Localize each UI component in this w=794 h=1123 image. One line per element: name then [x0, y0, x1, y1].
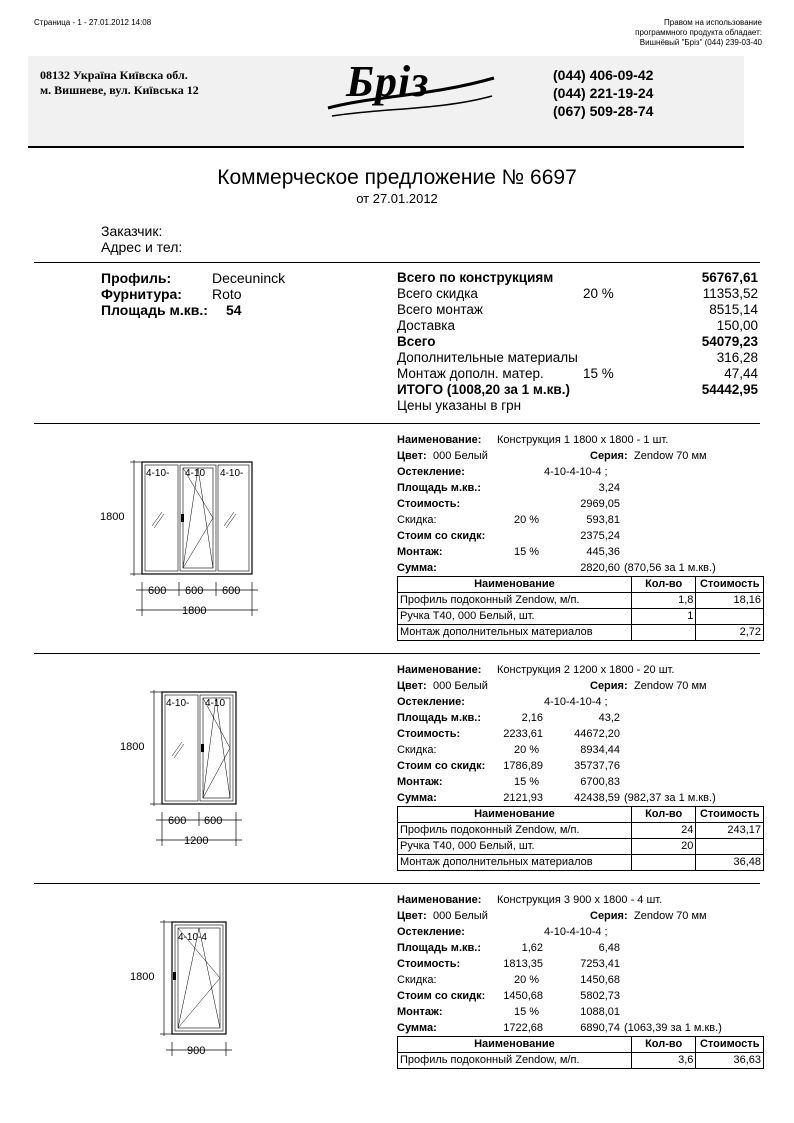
glass-label: 4-10 — [185, 468, 206, 479]
spec-row — [397, 774, 765, 790]
table-header — [398, 807, 764, 823]
column-header: Стоимость — [696, 1037, 764, 1053]
table-cell — [631, 855, 696, 871]
phone: (044) 221-19-24 — [553, 85, 654, 101]
spec-disc-b: 8934,44 — [580, 744, 620, 756]
construction-3-drawing — [126, 910, 246, 1060]
column-header: Наименование — [398, 577, 632, 593]
divider — [34, 262, 760, 263]
page-title: Коммерческое предложение № 6697 — [217, 166, 577, 189]
spec-row — [397, 892, 765, 908]
spec-sum-label: Сумма: — [397, 792, 437, 804]
table-cell: 18,16 — [696, 593, 764, 609]
table-row — [398, 609, 764, 625]
company-phones — [553, 66, 653, 120]
company-logo — [322, 56, 502, 126]
materials-table — [397, 806, 764, 871]
totals-row — [397, 350, 760, 366]
spec-area-b: 3,24 — [598, 482, 620, 494]
spec-cost-label: Стоимость: — [397, 958, 461, 970]
totals-percent: 15 % — [583, 366, 614, 381]
spec-after-label: Стоим со скидк: — [397, 990, 486, 1002]
area-label: Площадь м.кв.: — [101, 302, 208, 318]
spec-sum-b: 2820,60 — [580, 562, 620, 574]
spec-series-label: Серия: — [590, 450, 628, 462]
spec-row — [397, 956, 765, 972]
spec-row — [397, 924, 765, 940]
table-cell: Ручка Т40, 000 Белый, шт. — [398, 839, 632, 855]
spec-glazing-label: Остекление: — [397, 466, 465, 478]
totals-name: Цены указаны в грн — [397, 398, 522, 413]
phone: (067) 509-28-74 — [553, 103, 654, 119]
spec-sum-label: Сумма: — [397, 1022, 437, 1034]
spec-disc-pct: 20 % — [514, 514, 540, 526]
dim-height: 1800 — [120, 741, 145, 753]
spec-sum-b: 6890,74 — [580, 1022, 620, 1034]
spec-name-label: Наименование: — [397, 894, 482, 906]
spec-name: Конструкция 3 900 x 1800 - 4 шт. — [497, 894, 663, 906]
table-cell: 3,6 — [631, 1053, 696, 1069]
page-header-left: Страница - 1 - 27.01.2012 14:08 — [34, 18, 152, 27]
dim-width: 600 — [185, 585, 204, 597]
spec-series-label: Серия: — [590, 680, 628, 692]
spec-row — [397, 560, 765, 576]
profile-label: Профиль: — [101, 270, 172, 286]
totals-value: 150,00 — [716, 318, 758, 333]
spec-per-m2: (982,37 за 1 м.кв.) — [624, 792, 716, 804]
table-cell — [696, 609, 764, 625]
table-cell: Монтаж дополнительных материалов — [398, 625, 632, 641]
spec-glazing: 4-10-4-10-4 ; — [544, 466, 608, 478]
spec-row — [397, 448, 765, 464]
table-cell: 1 — [631, 609, 696, 625]
table-cell: 20 — [631, 839, 696, 855]
table-row — [398, 593, 764, 609]
totals-name: Всего скидка — [397, 286, 478, 301]
glass-label: 4-10- — [146, 468, 170, 479]
rights-line: программного продукта обладает: — [635, 28, 762, 37]
spec-color: 000 Белый — [433, 910, 488, 922]
column-header: Кол-во — [631, 577, 696, 593]
spec-mount-label: Монтаж: — [397, 1006, 443, 1018]
spec-disc-label: Скидка: — [397, 744, 437, 756]
dim-total: 1800 — [182, 605, 207, 617]
table-row — [398, 625, 764, 641]
spec-cost-a: 1813,35 — [503, 958, 543, 970]
area-value: 54 — [226, 302, 242, 318]
table-cell: 243,17 — [696, 823, 764, 839]
totals-name: Монтаж дополн. матер. — [397, 366, 544, 381]
table-cell: 36,63 — [696, 1053, 764, 1069]
spec-after-b: 2375,24 — [580, 530, 620, 542]
spec-mount-pct: 15 % — [514, 776, 540, 788]
spec-row — [397, 710, 765, 726]
spec-row — [397, 790, 765, 806]
table-row — [398, 1053, 764, 1069]
dim-width: 600 — [168, 815, 187, 827]
totals-name: Всего монтаж — [397, 302, 483, 317]
spec-cost-a: 2233,61 — [503, 728, 543, 740]
totals-value: 47,44 — [724, 366, 758, 381]
construction-2-drawing — [116, 680, 266, 850]
spec-row — [397, 662, 765, 678]
spec-row — [397, 1020, 765, 1036]
spec-row — [397, 464, 765, 480]
table-cell: 36,48 — [696, 855, 764, 871]
spec-name-label: Наименование: — [397, 664, 482, 676]
totals-row — [397, 398, 760, 414]
logo-text: Бріз — [346, 57, 430, 106]
totals-name: Доставка — [397, 318, 455, 333]
dim-width: 600 — [148, 585, 167, 597]
totals-row — [397, 302, 760, 318]
spec-after-label: Стоим со скидк: — [397, 760, 486, 772]
totals-value: 56767,61 — [701, 270, 758, 285]
table-cell: Монтаж дополнительных материалов — [398, 855, 632, 871]
spec-mount-pct: 15 % — [514, 546, 540, 558]
spec-mount-label: Монтаж: — [397, 546, 443, 558]
table-cell — [696, 839, 764, 855]
table-row — [398, 855, 764, 871]
table-cell: Профиль подоконный Zendow, м/п. — [398, 593, 632, 609]
spec-color-label: Цвет: — [397, 680, 427, 692]
spec-glazing: 4-10-4-10-4 ; — [544, 926, 608, 938]
spec-row — [397, 940, 765, 956]
glass-label: 4-10-4 — [178, 932, 207, 943]
customer-label: Заказчик: — [101, 223, 163, 239]
totals-value: 54079,23 — [701, 334, 758, 349]
spec-row — [397, 988, 765, 1004]
divider — [34, 423, 760, 424]
table-cell: Профиль подоконный Zendow, м/п. — [398, 1053, 632, 1069]
totals-row — [397, 366, 760, 382]
spec-per-m2: (1063,39 за 1 м.кв.) — [624, 1022, 722, 1034]
divider — [34, 883, 760, 884]
spec-glazing: 4-10-4-10-4 ; — [544, 696, 608, 708]
spec-disc-label: Скидка: — [397, 514, 437, 526]
spec-series: Zendow 70 мм — [634, 450, 707, 462]
table-row — [398, 823, 764, 839]
glass-label: 4-10- — [220, 468, 244, 479]
address-line: м. Вишневе, вул. Київська 12 — [40, 83, 199, 97]
table-header — [398, 1037, 764, 1053]
spec-disc-b: 1450,68 — [580, 974, 620, 986]
spec-row — [397, 528, 765, 544]
glass-label: 4-10- — [166, 698, 190, 709]
company-address — [40, 68, 199, 98]
spec-series-label: Серия: — [590, 910, 628, 922]
spec-row — [397, 694, 765, 710]
spec-glazing-label: Остекление: — [397, 926, 465, 938]
address-label: Адрес и тел: — [101, 239, 183, 255]
table-row — [398, 839, 764, 855]
totals-value: 8515,14 — [709, 302, 758, 317]
page-header-right — [635, 18, 762, 48]
totals-row — [397, 382, 760, 398]
spec-cost-b: 44672,20 — [574, 728, 620, 740]
spec-area-label: Площадь м.кв.: — [397, 712, 481, 724]
dim-width: 600 — [204, 815, 223, 827]
spec-area-b: 43,2 — [598, 712, 620, 724]
dim-total: 1200 — [184, 835, 209, 847]
column-header: Кол-во — [631, 1037, 696, 1053]
document-date: от 27.01.2012 — [356, 191, 438, 206]
totals-row — [397, 318, 760, 334]
totals-row — [397, 270, 760, 286]
construction-1-drawing — [96, 450, 286, 620]
totals-name: ИТОГО (1008,20 за 1 м.кв.) — [397, 382, 570, 397]
dim-total: 900 — [187, 1045, 206, 1057]
spec-series: Zendow 70 мм — [634, 680, 707, 692]
spec-area-label: Площадь м.кв.: — [397, 942, 481, 954]
table-cell: Ручка Т40, 000 Белый, шт. — [398, 609, 632, 625]
spec-series: Zendow 70 мм — [634, 910, 707, 922]
rights-line: Вишнёвый "Бріз" (044) 239-03-40 — [639, 38, 762, 47]
spec-cost-b: 7253,41 — [580, 958, 620, 970]
totals-row — [397, 286, 760, 302]
spec-row — [397, 908, 765, 924]
spec-after-b: 35737,76 — [574, 760, 620, 772]
spec-color: 000 Белый — [433, 680, 488, 692]
spec-after-b: 5802,73 — [580, 990, 620, 1002]
table-cell: 1,8 — [631, 593, 696, 609]
totals-name: Всего — [397, 334, 436, 349]
spec-name: Конструкция 2 1200 x 1800 - 20 шт. — [497, 664, 675, 676]
spec-area-a: 2,16 — [521, 712, 543, 724]
spec-row — [397, 726, 765, 742]
spec-row — [397, 972, 765, 988]
spec-sum-label: Сумма: — [397, 562, 437, 574]
spec-color-label: Цвет: — [397, 910, 427, 922]
spec-area-a: 1,62 — [521, 942, 543, 954]
spec-name-label: Наименование: — [397, 434, 482, 446]
hardware-label: Фурнитура: — [101, 286, 182, 302]
spec-row — [397, 758, 765, 774]
totals-value: 316,28 — [716, 350, 758, 365]
spec-mount-b: 6700,83 — [580, 776, 620, 788]
totals-row — [397, 334, 760, 350]
spec-row — [397, 678, 765, 694]
spec-mount-pct: 15 % — [514, 1006, 540, 1018]
spec-after-a: 1786,89 — [503, 760, 543, 772]
spec-glazing-label: Остекление: — [397, 696, 465, 708]
spec-name: Конструкция 1 1800 x 1800 - 1 шт. — [497, 434, 669, 446]
table-header — [398, 577, 764, 593]
spec-sum-b: 42438,59 — [574, 792, 620, 804]
glass-label: 4-10 — [205, 698, 226, 709]
spec-row — [397, 496, 765, 512]
letterhead-divider — [28, 146, 744, 148]
phone: (044) 406-09-42 — [553, 67, 654, 83]
spec-sum-a: 2121,93 — [503, 792, 543, 804]
spec-area-b: 6,48 — [598, 942, 620, 954]
spec-mount-b: 445,36 — [586, 546, 620, 558]
spec-mount-label: Монтаж: — [397, 776, 443, 788]
table-cell: 2,72 — [696, 625, 764, 641]
column-header: Стоимость — [696, 577, 764, 593]
table-cell: 24 — [631, 823, 696, 839]
totals-value: 11353,52 — [702, 286, 758, 301]
divider — [34, 653, 760, 654]
table-cell — [631, 625, 696, 641]
totals-name: Дополнительные материалы — [397, 350, 578, 365]
column-header: Кол-во — [631, 807, 696, 823]
dim-width: 600 — [222, 585, 241, 597]
spec-sum-a: 1722,68 — [503, 1022, 543, 1034]
column-header: Наименование — [398, 1037, 632, 1053]
spec-row — [397, 432, 765, 448]
spec-row — [397, 512, 765, 528]
hardware-value: Roto — [212, 286, 242, 302]
address-line: 08132 Україна Київска обл. — [40, 68, 188, 82]
totals-name: Всего по конструкциям — [397, 270, 554, 285]
spec-row — [397, 742, 765, 758]
spec-area-label: Площадь м.кв.: — [397, 482, 481, 494]
table-cell: Профиль подоконный Zendow, м/п. — [398, 823, 632, 839]
dim-height: 1800 — [100, 511, 125, 523]
spec-after-label: Стоим со скидк: — [397, 530, 486, 542]
spec-disc-pct: 20 % — [514, 744, 540, 756]
spec-row — [397, 480, 765, 496]
spec-per-m2: (870,56 за 1 м.кв.) — [624, 562, 716, 574]
materials-table — [397, 576, 764, 641]
rights-line: Правом на использование — [664, 18, 762, 27]
spec-cost-label: Стоимость: — [397, 498, 461, 510]
totals-percent: 20 % — [583, 286, 614, 301]
spec-after-a: 1450,68 — [503, 990, 543, 1002]
spec-disc-label: Скидка: — [397, 974, 437, 986]
spec-color: 000 Белый — [433, 450, 488, 462]
spec-color-label: Цвет: — [397, 450, 427, 462]
materials-table — [397, 1036, 764, 1069]
profile-value: Deceuninck — [212, 270, 286, 286]
spec-disc-b: 593,81 — [586, 514, 620, 526]
column-header: Стоимость — [696, 807, 764, 823]
spec-cost-label: Стоимость: — [397, 728, 461, 740]
spec-mount-b: 1088,01 — [580, 1006, 620, 1018]
spec-row — [397, 544, 765, 560]
spec-cost-b: 2969,05 — [580, 498, 620, 510]
column-header: Наименование — [398, 807, 632, 823]
spec-disc-pct: 20 % — [514, 974, 540, 986]
dim-height: 1800 — [130, 971, 155, 983]
spec-row — [397, 1004, 765, 1020]
totals-value: 54442,95 — [701, 382, 758, 397]
